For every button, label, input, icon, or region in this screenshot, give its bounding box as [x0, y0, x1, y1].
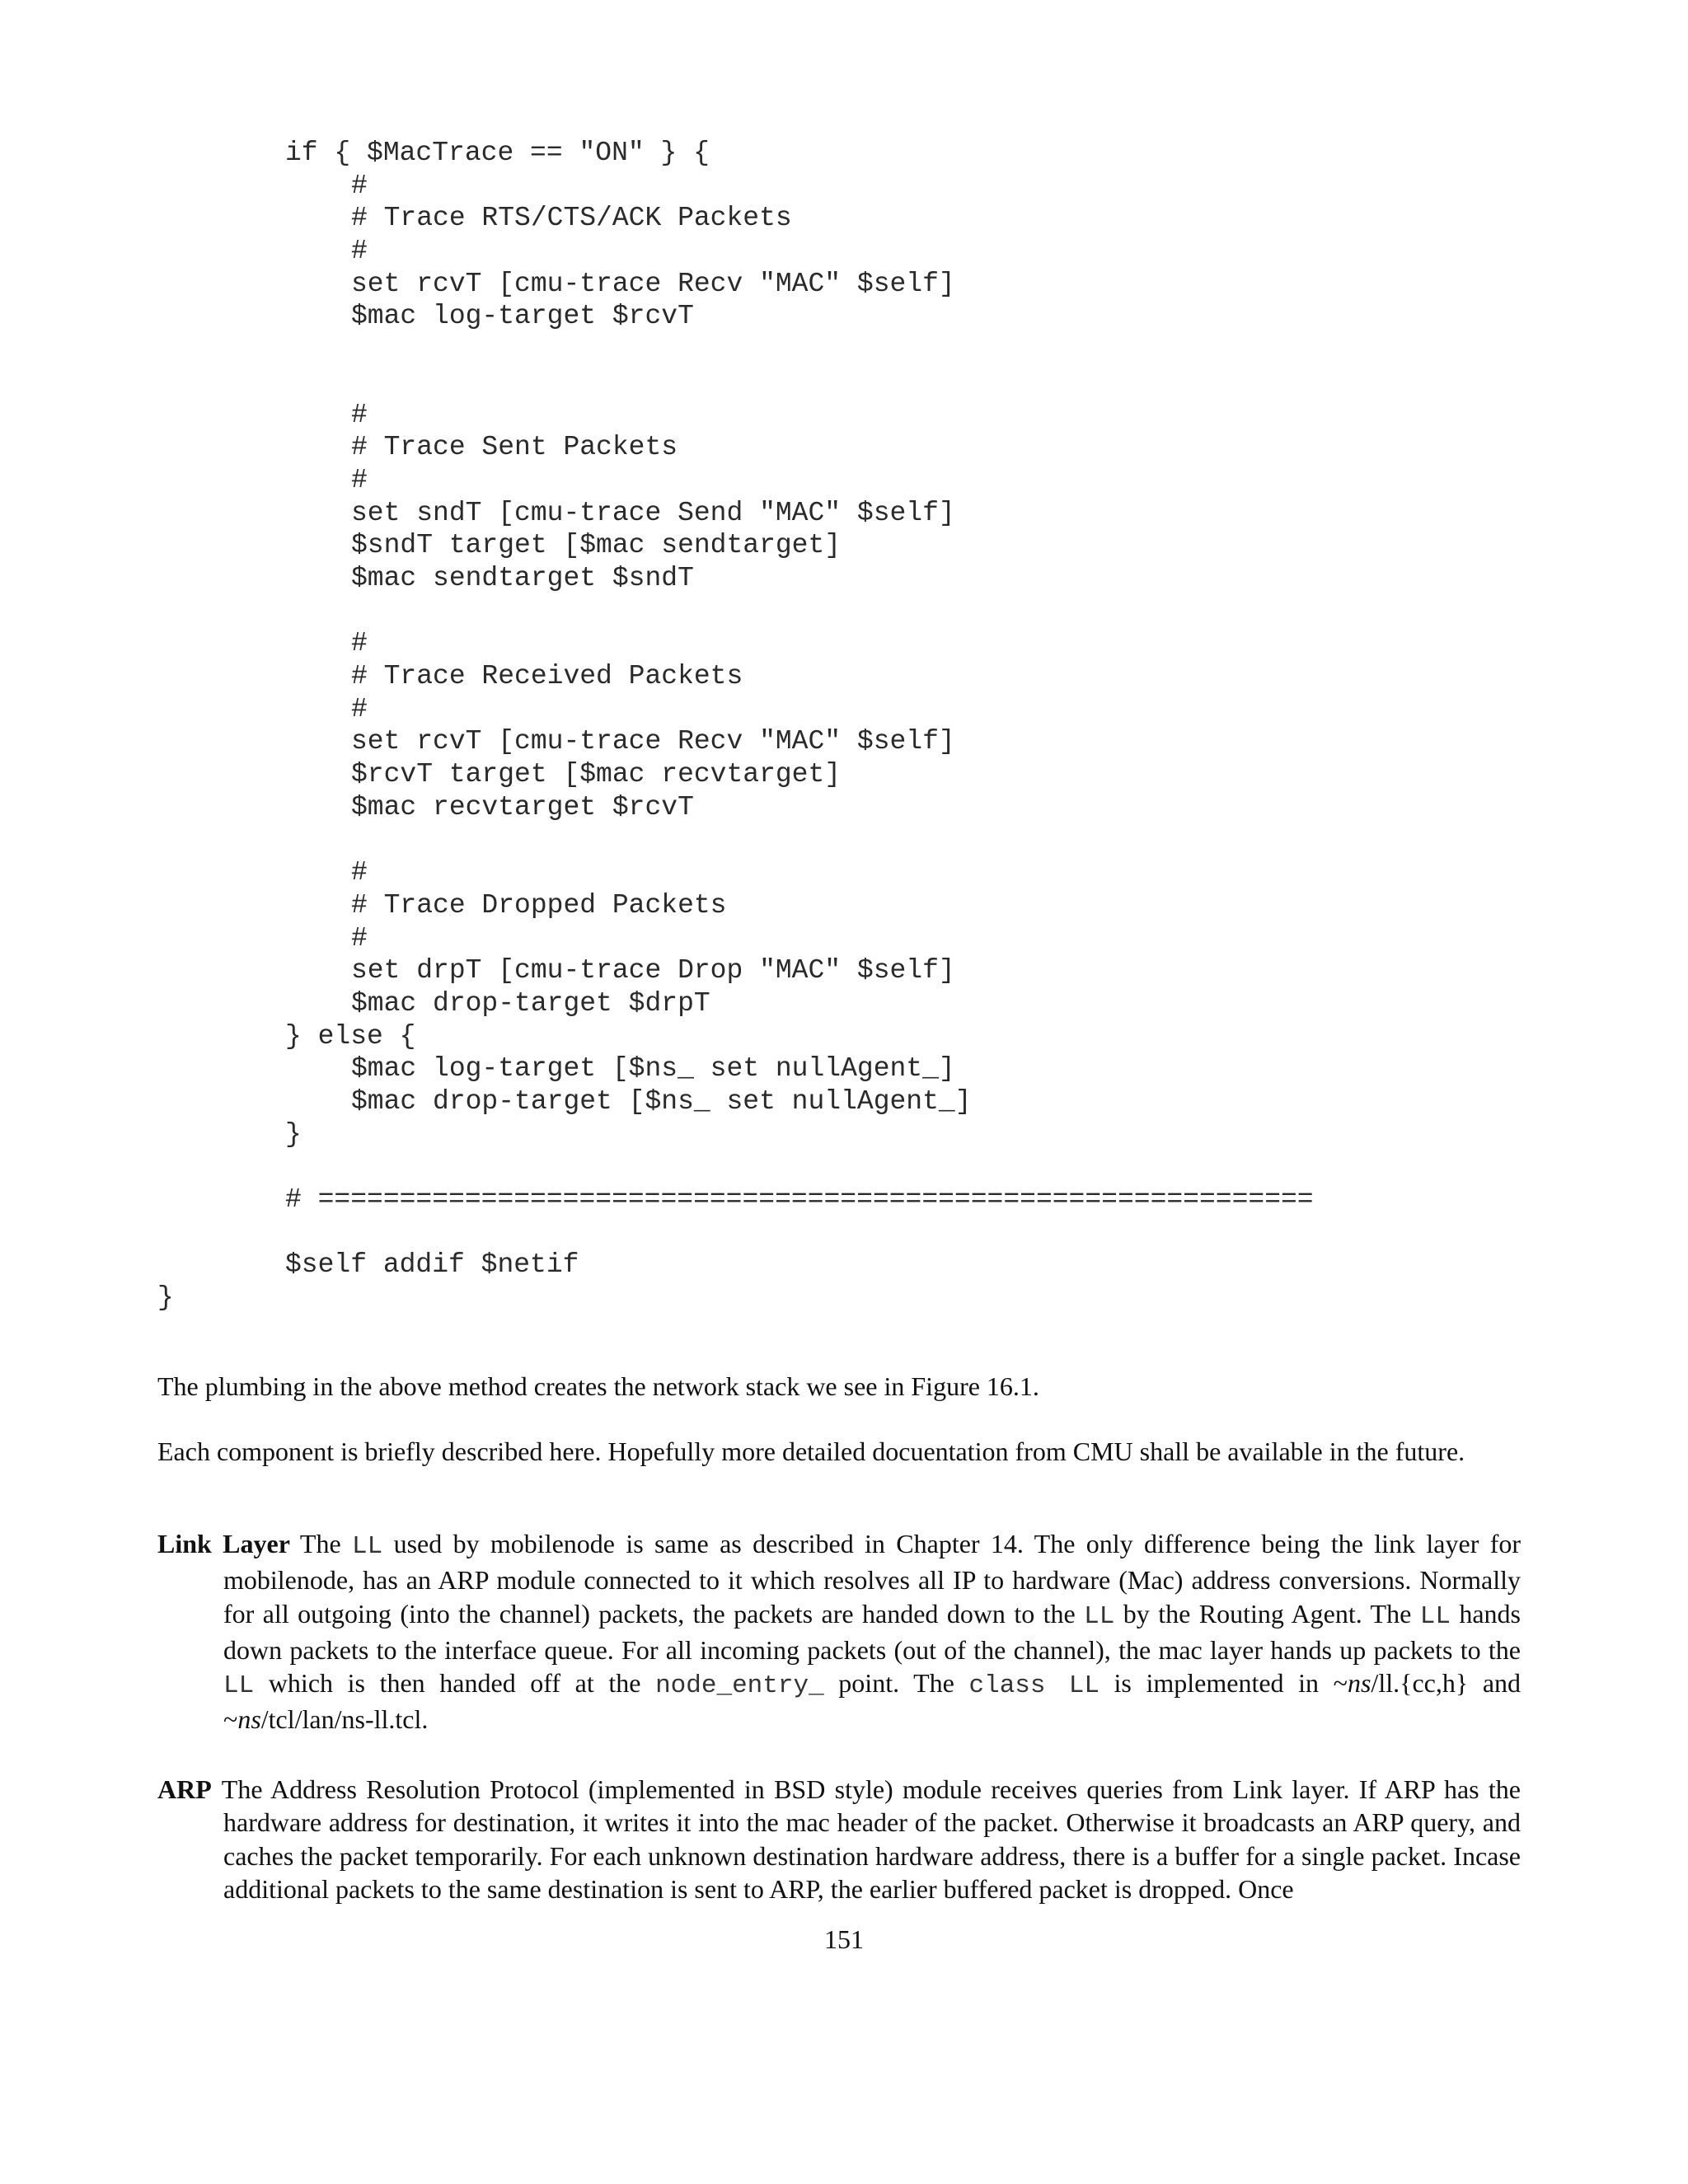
- text: used by mobilenode is same as described in Chapter 14. The only difference being the link layer for mobilenode, has an ARP module connected to it which resolves all IP to hardware (Mac) address conversions. Normally for all outgoing (into the channel) packets, the packets are handed down to the: [223, 1529, 1522, 1629]
- code-listing: [0, 137, 1314, 1315]
- term-link-layer: Link Layer: [157, 1529, 290, 1558]
- code-line: }: [285, 1118, 302, 1150]
- code-line: [0, 333, 1314, 366]
- code-line: $mac log-target $rcvT: [351, 301, 694, 332]
- arp-text: The Address Resolution Protocol (implemented in BSD style) module receives queries from Link layer. If ARP has the hardware address for destination, it writes it into the mac header of the packet. Otherwise it broadcasts an ARP query, and caches the packet temporarily. For each unknown destination hardware address, there is a buffer for a single packet. Incase additional packets to the same destination is sent to ARP, the earlier buffered packet is dropped. Once: [221, 1774, 1521, 1904]
- text: hands down packets to the interface queue. For all incoming packets (out of the channel), the mac layer hands up packets to the: [223, 1598, 1522, 1665]
- code-line: $rcvT target [$mac recvtarget]: [351, 759, 842, 790]
- code-line: #: [351, 693, 368, 724]
- code-line: #: [351, 857, 368, 888]
- code-line: set drpT [cmu-trace Drop "MAC" $self]: [351, 955, 955, 987]
- code-ll: LL: [223, 1671, 255, 1701]
- code-line: #: [351, 922, 368, 954]
- definition-link-layer: [157, 1527, 1521, 1736]
- code-line: # =============================================================: [285, 1184, 1314, 1215]
- paragraph-plumbing: The plumbing in the above method creates the network stack we see in Figure 16.1.: [157, 1371, 1039, 1401]
- paragraph-components: Each component is briefly described here. Hopefully more detailed docuentation from CMU shall be available in the future.: [157, 1436, 1465, 1466]
- code-ll: LL: [1419, 1601, 1451, 1631]
- italic-ns: ns: [237, 1704, 261, 1735]
- code-line: # Trace Received Packets: [351, 661, 743, 691]
- text: /ll.{cc,h} and ~: [223, 1668, 1522, 1735]
- code-line: $mac sendtarget $sndT: [351, 562, 694, 593]
- code-line: [0, 1151, 1314, 1183]
- code-line: $mac drop-target $drpT: [351, 987, 710, 1019]
- code-line: }: [157, 1282, 174, 1314]
- code-line: set rcvT [cmu-trace Recv "MAC" $self]: [351, 268, 955, 299]
- code-line: [0, 595, 1314, 628]
- code-line: if { $MacTrace == "ON" } {: [285, 138, 710, 168]
- italic-ns: ns: [1347, 1668, 1372, 1699]
- code-line: #: [351, 628, 368, 659]
- code-line: [0, 1216, 1314, 1249]
- code-line: #: [351, 236, 368, 267]
- code-line: #: [351, 464, 368, 495]
- code-line: } else {: [285, 1020, 416, 1052]
- definition-arp: [157, 1773, 1521, 1905]
- code-line: $self addif $netif: [285, 1249, 579, 1281]
- code-line: # Trace RTS/CTS/ACK Packets: [351, 203, 792, 234]
- code-line: # Trace Sent Packets: [351, 432, 678, 463]
- text: by the Routing Agent. The: [1114, 1598, 1420, 1629]
- code-line: set sndT [cmu-trace Send "MAC" $self]: [351, 497, 955, 528]
- code-line: set rcvT [cmu-trace Recv "MAC" $self]: [351, 726, 955, 757]
- text: which is then handed off at the: [254, 1668, 656, 1699]
- text: point. The: [823, 1668, 969, 1699]
- code-line: # Trace Dropped Packets: [351, 889, 727, 921]
- page-number: 151: [824, 1924, 864, 1954]
- text: is implemented in ~: [1099, 1668, 1348, 1699]
- code-line: [0, 366, 1314, 399]
- code-line: [0, 823, 1314, 856]
- code-line: #: [351, 170, 368, 201]
- code-ll: LL: [352, 1532, 383, 1561]
- code-line: #: [351, 399, 368, 430]
- code-node-entry: node_entry_: [655, 1671, 824, 1701]
- code-line: $mac drop-target [$ns_ set nullAgent_]: [351, 1085, 972, 1117]
- code-line: $mac log-target [$ns_ set nullAgent_]: [351, 1053, 955, 1085]
- text: The: [299, 1529, 353, 1558]
- code-line: $sndT target [$mac sendtarget]: [351, 530, 842, 561]
- term-arp: ARP: [157, 1774, 212, 1804]
- code-ll: LL: [1084, 1601, 1115, 1631]
- text: /tcl/lan/ns-ll.tcl.: [260, 1704, 429, 1735]
- code-line: $mac recvtarget $rcvT: [351, 791, 694, 823]
- code-class-ll: class LL: [968, 1671, 1100, 1701]
